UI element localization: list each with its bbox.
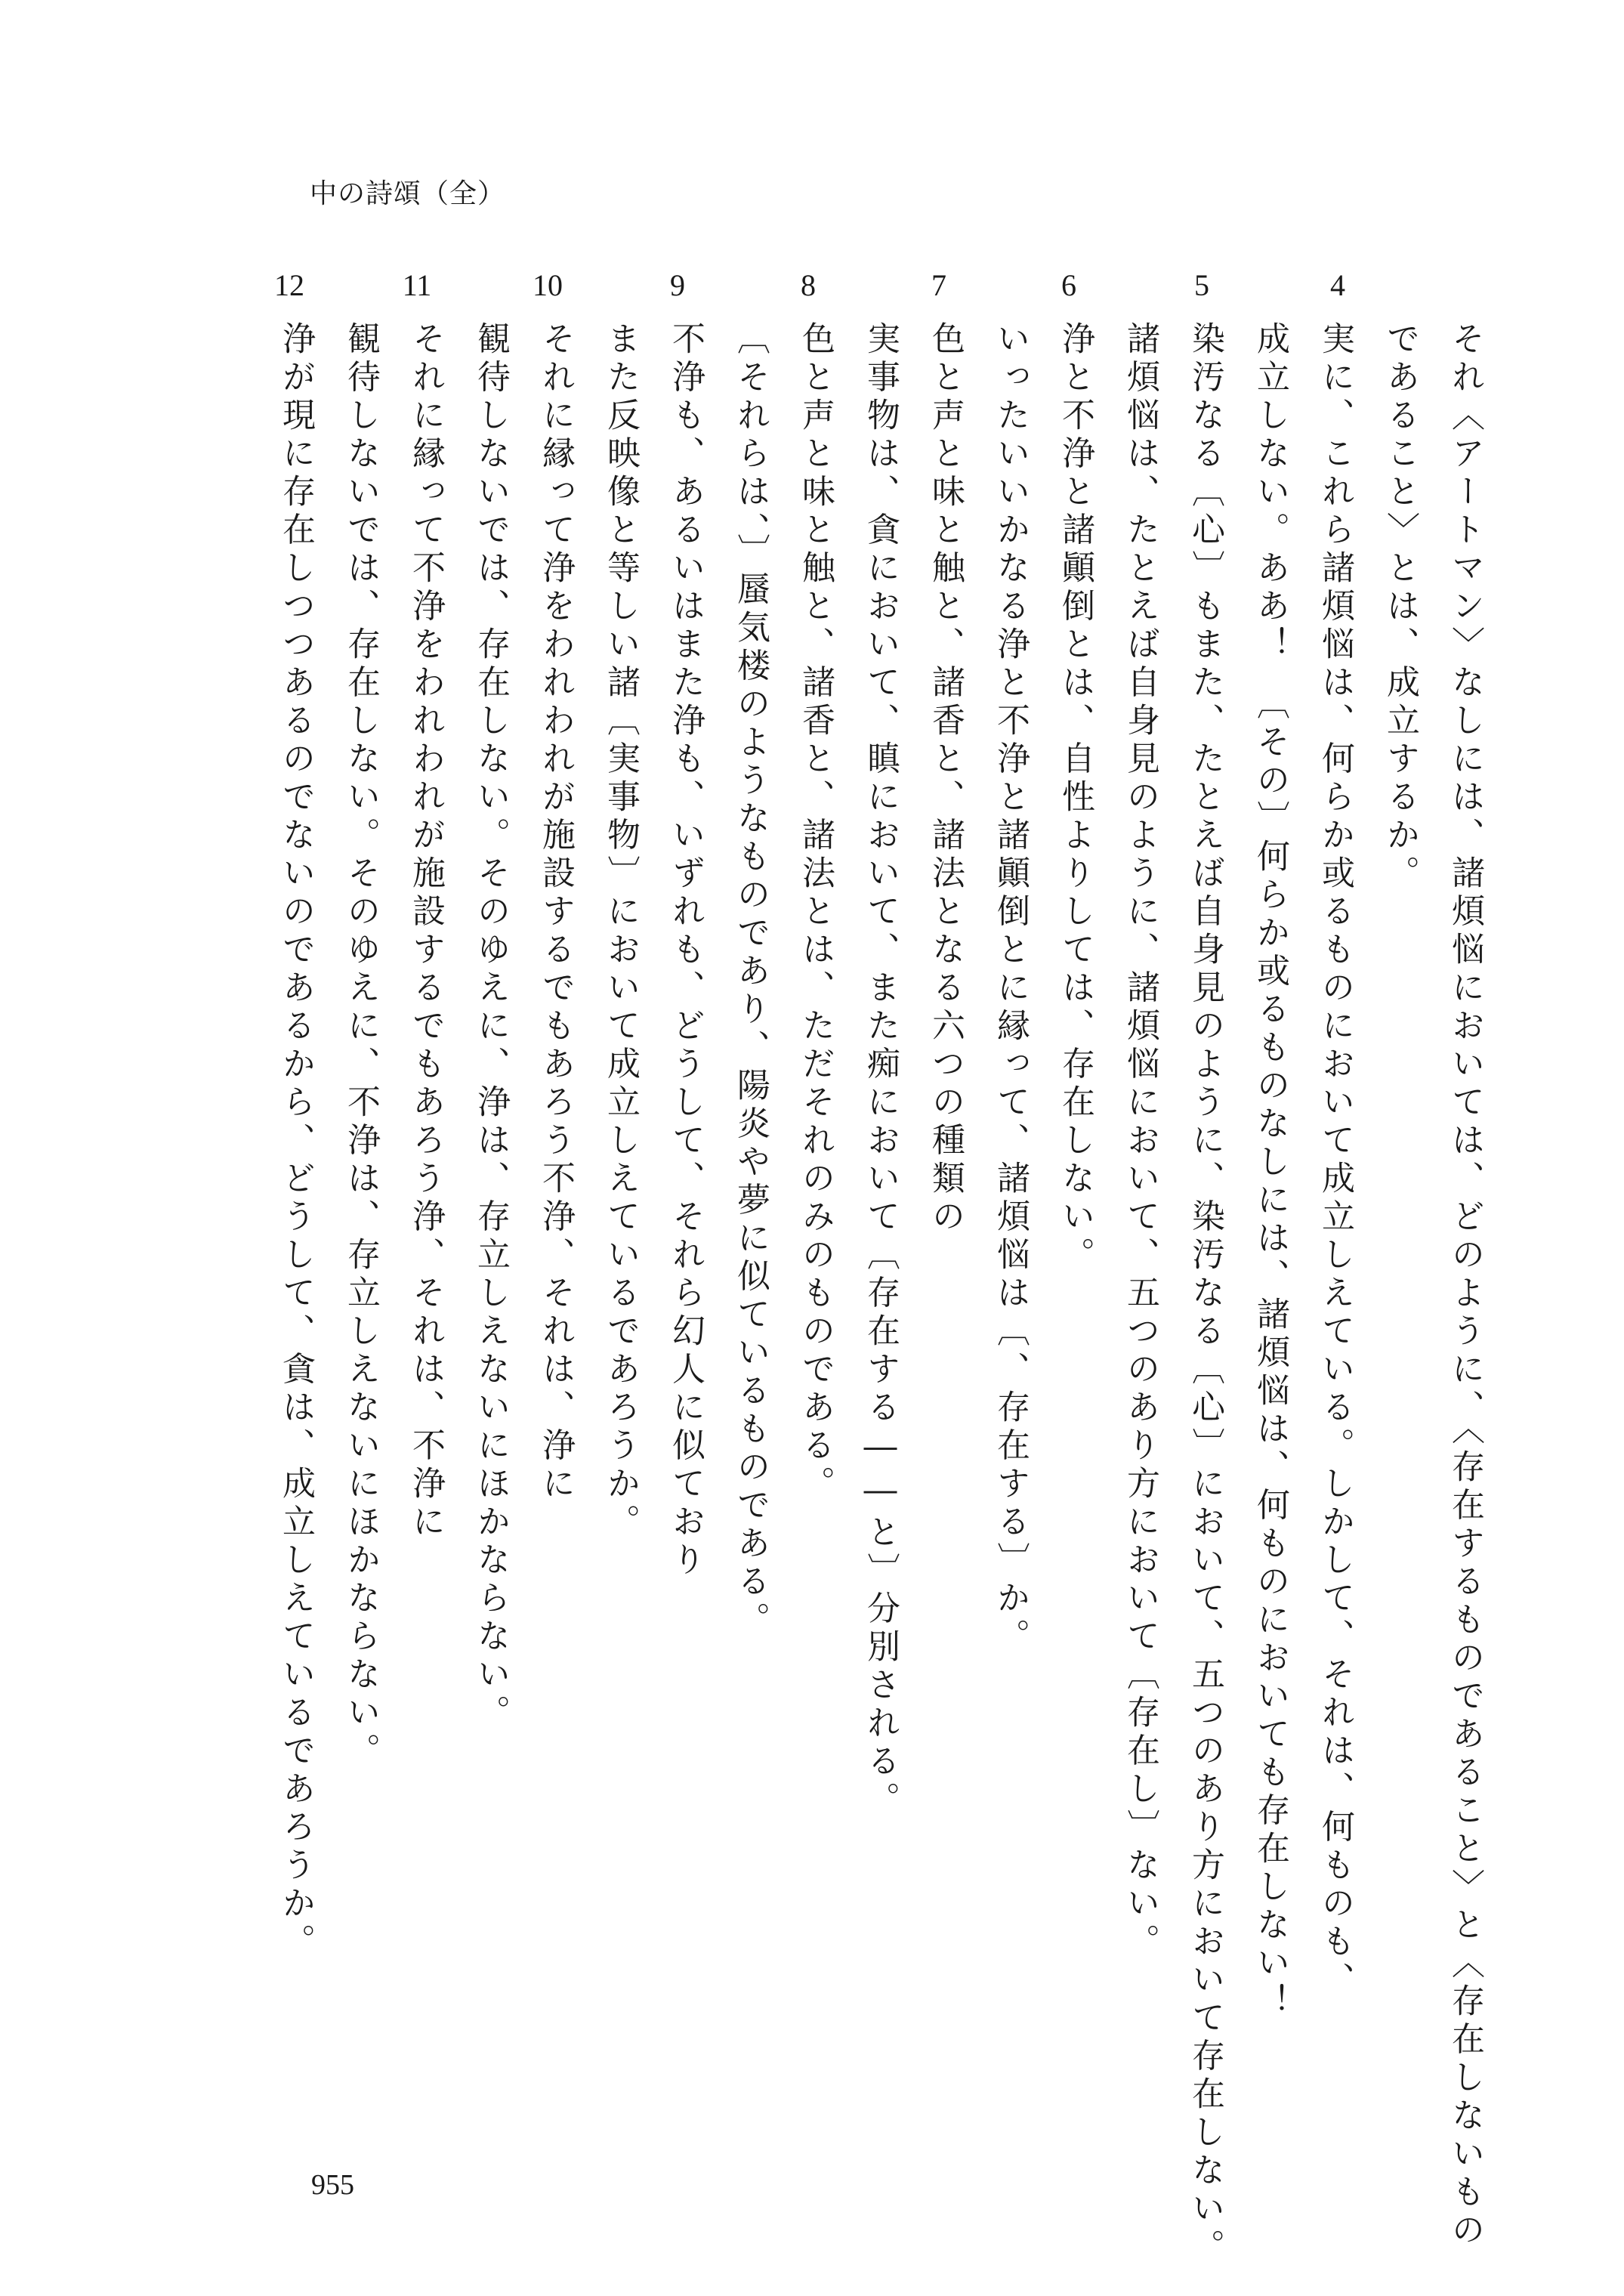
text-line: であること〉とは、成立するか。 <box>1381 321 1419 894</box>
text-line: 浄が現に存在しつつあるのでないのであるから、どうして、貪は、成立しえているであろうか。 <box>276 321 315 1962</box>
text-line: 実に、これら諸煩悩は、何らか或るものにおいて成立しえている。しかして、それは、何ものも、 <box>1316 321 1354 2000</box>
verse-number: 5 <box>1194 268 1209 302</box>
text-line: 成立しない。ああ！ 〔その〕何らか或るものなしには、諸煩悩は、何ものにおいても存在しない！ <box>1251 321 1289 2022</box>
verse-number: 9 <box>670 268 685 302</box>
verse-number: 7 <box>931 268 946 302</box>
text-line: それに縁って浄をわれわれが施設するでもあろう不浄、それは、浄に <box>536 321 575 1504</box>
text-line: 〔それらは、〕蜃気楼のようなものであり、陽炎や夢に似ているものである。 <box>731 321 770 1640</box>
text-line: いったいいかなる浄と不浄と諸顚倒とに縁って、諸煩悩は〔、存在する〕か。 <box>991 321 1030 1657</box>
text-line: 観待しないでは、存在しない。そのゆえに、不浄は、存立しえないにほかならない。 <box>341 321 380 1771</box>
text-line: 不浄も、あるいはまた浄も、いずれも、どうして、それら幻人に似ており <box>666 321 705 1581</box>
text-line: 諸煩悩は、たとえば自身見のように、諸煩悩において、五つのあり方において〔存在し〕ない。 <box>1121 321 1159 1962</box>
verse-number: 8 <box>801 268 816 302</box>
page-number: 955 <box>311 2169 354 2201</box>
text-line: また反映像と等しい諸〔実事物〕において成立しえているであろうか。 <box>601 321 640 1542</box>
text-line: 観待しないでは、存在しない。そのゆえに、浄は、存立しえないにほかならない。 <box>471 321 510 1733</box>
text-line: 実事物は、貪において、瞋において、また痴において〔存在する――と〕分別される。 <box>861 321 900 1820</box>
verse-number: 10 <box>533 268 563 302</box>
text-line: 色と声と味と触と、諸香と、諸法となる六つの種類の <box>926 321 965 1237</box>
running-header: 中の詩頌（全） <box>310 178 506 209</box>
verse-number: 12 <box>274 268 304 302</box>
text-line: それ〈アートマン〉なしには、諸煩悩においては、どのように、〈存在するものであること〉と〈存在しないもの <box>1446 321 1484 2251</box>
text-line: 染汚なる〔心〕もまた、たとえば自身見のように、染汚なる〔心〕において、五つのあり方において存在しない。 <box>1186 321 1224 2267</box>
text-line: 色と声と味と触と、諸香と、諸法とは、ただそれのみのものである。 <box>796 321 835 1504</box>
text-line: それに縁って不浄をわれわれが施設するでもあろう浄、それは、不浄に <box>406 321 445 1542</box>
verse-number: 4 <box>1330 268 1345 302</box>
verse-number: 11 <box>402 268 432 302</box>
text-line: 浄と不浄と諸顚倒とは、自性よりしては、存在しない。 <box>1056 321 1095 1275</box>
verse-number: 6 <box>1061 268 1076 302</box>
